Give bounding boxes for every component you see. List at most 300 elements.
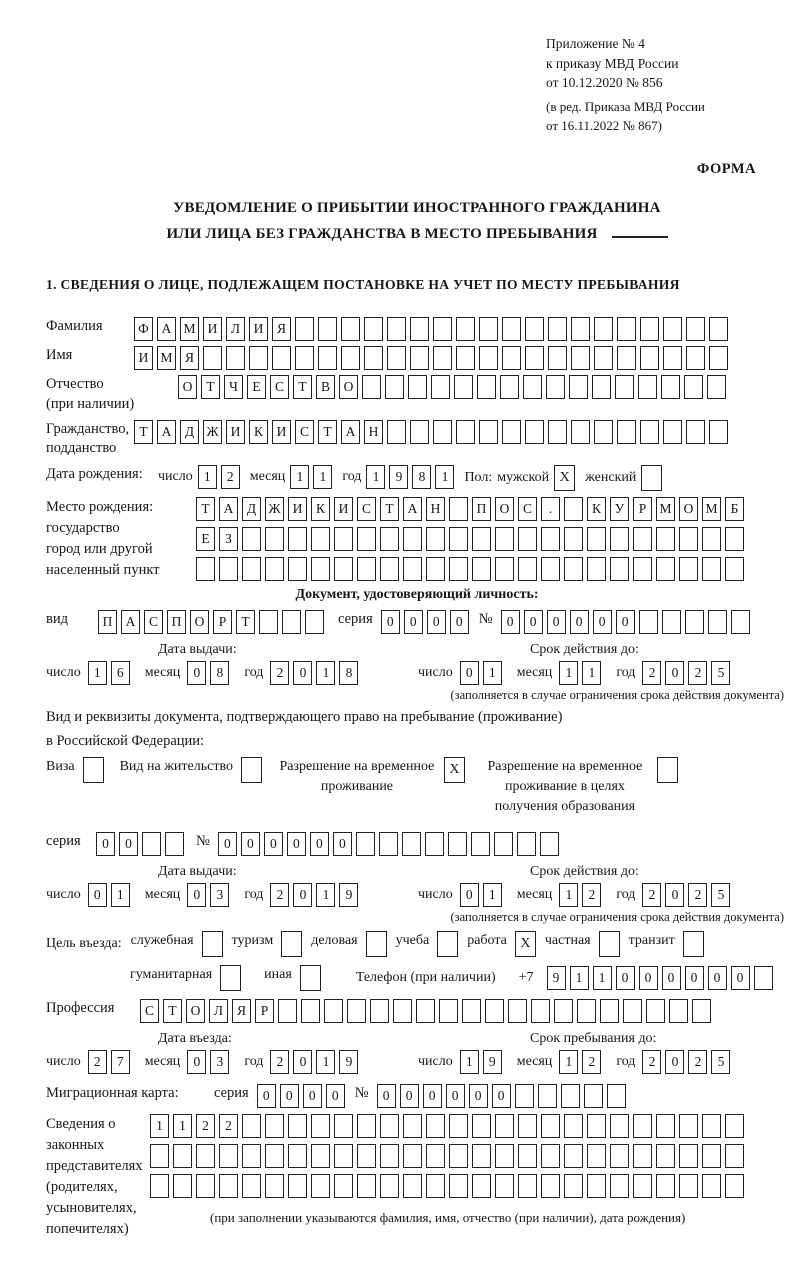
identity-doc-header: Документ, удостоверяющий личность: (295, 586, 539, 602)
form-cell (278, 999, 297, 1023)
form-cell (656, 527, 675, 551)
form-cell: 2 (270, 661, 289, 685)
form-cell: 0 (187, 883, 206, 907)
tourism-checkbox (281, 931, 302, 957)
form-cell (226, 346, 245, 370)
form-cell: И (272, 420, 291, 444)
form-cell (456, 346, 475, 370)
form-cell: 1 (582, 661, 601, 685)
form-cell (485, 999, 504, 1023)
issue-date-header: Дата выдачи: (158, 641, 237, 657)
form-cell (439, 999, 458, 1023)
form-cell: 2 (688, 1050, 707, 1074)
form-cell (709, 317, 728, 341)
guardians-row (46, 1114, 788, 1240)
transit-checkbox (683, 931, 704, 957)
issue-day-cells (88, 661, 130, 685)
form-cell (495, 1114, 514, 1138)
form-cell (587, 527, 606, 551)
form-cell: 0 (665, 661, 684, 685)
form-cell: Т (293, 375, 312, 399)
form-cell (456, 317, 475, 341)
form-cell (288, 1114, 307, 1138)
form-cell: 5 (711, 1050, 730, 1074)
form-cell (318, 317, 337, 341)
form-cell (449, 557, 468, 581)
form-cell (241, 757, 262, 783)
form-cell: Т (201, 375, 220, 399)
form-cell (610, 527, 629, 551)
identity-doc-row (46, 610, 788, 634)
form-cell (502, 317, 521, 341)
form-cell: 0 (460, 883, 479, 907)
form-cell (334, 1174, 353, 1198)
form-cell (540, 832, 559, 856)
form-cell (584, 1084, 603, 1108)
entry-date-header: Дата въезда: (158, 1030, 232, 1046)
migration-card-label: Миграционная карта: (46, 1084, 179, 1101)
purpose-row1 (46, 931, 788, 957)
form-cell (311, 1174, 330, 1198)
form-cell (541, 557, 560, 581)
form-cell: 2 (270, 883, 289, 907)
form-cell (402, 832, 421, 856)
form-cell: Д (242, 497, 261, 521)
form-cell (357, 1174, 376, 1198)
month-label: месяц (516, 886, 553, 902)
business-checkbox (366, 931, 387, 957)
form-cell (173, 1144, 192, 1168)
form-cell: 0 (665, 883, 684, 907)
other-checkbox (300, 965, 321, 991)
form-cell (318, 346, 337, 370)
form-cell: С (357, 497, 376, 521)
form-cell (362, 375, 381, 399)
stay-until-col (418, 1031, 730, 1074)
form-cell (142, 832, 161, 856)
form-cell (686, 346, 705, 370)
option-temp-residence (278, 757, 465, 798)
form-cell: А (341, 420, 360, 444)
residence-expiry-month-cells (559, 883, 601, 907)
form-cell: 1 (483, 883, 502, 907)
guardians-row1-cells (150, 1114, 744, 1138)
form-cell (587, 1144, 606, 1168)
form-cell (548, 317, 567, 341)
form-cell: К (249, 420, 268, 444)
form-cell: 3 (210, 883, 229, 907)
form-cell (538, 1084, 557, 1108)
form-cell (472, 557, 491, 581)
form-cell (495, 1174, 514, 1198)
form-cell (495, 557, 514, 581)
form-cell: 0 (96, 832, 115, 856)
sex-male-group (464, 465, 575, 491)
form-cell: 0 (616, 610, 635, 634)
form-cell (471, 832, 490, 856)
form-cell: 1 (313, 465, 332, 489)
form-cell (173, 1174, 192, 1198)
temp-residence-education-checkbox (657, 757, 678, 783)
birth-month-group (250, 465, 333, 489)
form-cell (379, 832, 398, 856)
form-cell (617, 317, 636, 341)
form-cell: . (541, 497, 560, 521)
form-cell (518, 557, 537, 581)
form-cell: 2 (221, 465, 240, 489)
appendix-line: к приказу МВД России (546, 55, 679, 71)
form-cell: 1 (435, 465, 454, 489)
surname-label: Фамилия (46, 318, 103, 335)
form-cell: А (157, 420, 176, 444)
guardians-labels: Сведения о законных представителях (родителях, усыновителях, попечителях) (46, 1115, 143, 1237)
birth-year-cells (366, 465, 454, 489)
form-cell: К (311, 497, 330, 521)
form-cell: 0 (460, 661, 479, 685)
form-cell (531, 999, 550, 1023)
form-cell: X (554, 465, 575, 491)
form-cell (518, 1114, 537, 1138)
form-cell: Б (725, 497, 744, 521)
form-cell (433, 346, 452, 370)
stay-until-header: Срок пребывания до: (530, 1030, 657, 1046)
form-cell (448, 832, 467, 856)
form-cell (623, 999, 642, 1023)
form-cell (472, 1114, 491, 1138)
form-cell: М (656, 497, 675, 521)
form-cell (571, 346, 590, 370)
residence-issue-month-cells (187, 883, 229, 907)
form-cell (571, 317, 590, 341)
day-label: число (418, 664, 453, 680)
form-cell: 0 (333, 832, 352, 856)
form-cell (426, 527, 445, 551)
form-cell (449, 1174, 468, 1198)
form-cell: 0 (381, 610, 400, 634)
expiry-date-header: Срок действия до: (530, 863, 639, 879)
year-label: год (244, 886, 264, 902)
form-cell: 0 (400, 1084, 419, 1108)
form-cell (472, 1174, 491, 1198)
month-label: месяц (144, 886, 181, 902)
form-cell: 3 (210, 1050, 229, 1074)
form-cell (282, 610, 301, 634)
form-cell: П (472, 497, 491, 521)
day-label: число (46, 886, 81, 902)
form-cell (564, 1114, 583, 1138)
purpose-humanitarian: гуманитарная (130, 965, 241, 991)
form-cell (242, 1114, 261, 1138)
temp-residence-label: Разрешение на временное проживание (279, 758, 435, 794)
form-cell: В (316, 375, 335, 399)
form-cell (569, 375, 588, 399)
temp-residence-checkbox (444, 757, 465, 783)
form-cell (599, 931, 620, 957)
form-cell: 0 (293, 1050, 312, 1074)
form-cell (577, 999, 596, 1023)
form-cell: 1 (593, 966, 612, 990)
form-cell (380, 1174, 399, 1198)
form-cell (259, 610, 278, 634)
doc-number-label: № (478, 610, 493, 627)
form-cell (364, 346, 383, 370)
residence-series-label: серия (46, 832, 81, 849)
form-cell (731, 610, 750, 634)
entry-date-col (46, 1031, 418, 1074)
form-cell (587, 1174, 606, 1198)
form-cell: И (203, 317, 222, 341)
form-cell: С (518, 497, 537, 521)
form-cell (617, 420, 636, 444)
purpose-private: частная (545, 931, 620, 957)
profession-cells (140, 999, 711, 1023)
study-checkbox (437, 931, 458, 957)
form-cell: 0 (280, 1084, 299, 1108)
form-cell (656, 1144, 675, 1168)
form-cell (265, 1174, 284, 1198)
form-cell: О (178, 375, 197, 399)
form-cell (281, 931, 302, 957)
form-cell: Р (213, 610, 232, 634)
phone-prefix: +7 (518, 969, 534, 985)
form-cell (387, 420, 406, 444)
form-cell: Ч (224, 375, 243, 399)
form-cell (633, 1174, 652, 1198)
form-title-line1: УВЕДОМЛЕНИЕ О ПРИБЫТИИ ИНОСТРАННОГО ГРАЖДАНИНА (173, 200, 661, 217)
form-cell (502, 346, 521, 370)
form-cell (426, 1114, 445, 1138)
form-cell: Л (209, 999, 228, 1023)
form-cell (633, 1114, 652, 1138)
doc-series-label: серия (338, 610, 373, 627)
form-cell (410, 420, 429, 444)
birth-date-row (46, 465, 788, 491)
form-cell: П (98, 610, 117, 634)
birth-place-row3-cells (196, 557, 744, 581)
form-cell (449, 527, 468, 551)
guardians-row3-cells (150, 1174, 744, 1198)
purpose-transit: транзит (629, 931, 704, 957)
form-cell: Е (196, 527, 215, 551)
purpose-work: работа X (467, 931, 536, 957)
birth-year-group (342, 465, 454, 489)
form-cell: 0 (450, 610, 469, 634)
profession-row (46, 999, 788, 1023)
form-cell: 0 (423, 1084, 442, 1108)
form-cell (610, 1144, 629, 1168)
form-cell: 2 (582, 1050, 601, 1074)
form-cell: 2 (270, 1050, 289, 1074)
form-cell: Т (236, 610, 255, 634)
issue-date-header: Дата выдачи: (158, 863, 237, 879)
form-cell (663, 317, 682, 341)
expiry-date-header: Срок действия до: (530, 641, 639, 657)
form-cell: 0 (616, 966, 635, 990)
form-cell (288, 1174, 307, 1198)
form-cell (702, 527, 721, 551)
form-cell (541, 1144, 560, 1168)
form-cell (725, 527, 744, 551)
form-cell (679, 1144, 698, 1168)
form-cell (196, 1144, 215, 1168)
residence-issue-day-cells (88, 883, 130, 907)
doc-series-cells (381, 610, 469, 634)
mc-series-cells (257, 1084, 345, 1108)
form-cell: О (495, 497, 514, 521)
form-cell (561, 1084, 580, 1108)
form-cell (426, 1174, 445, 1198)
form-cell: 0 (524, 610, 543, 634)
form-cell: 1 (483, 661, 502, 685)
form-cell (334, 527, 353, 551)
female-checkbox (641, 465, 662, 491)
entry-stay-dates (46, 1031, 788, 1074)
form-cell (380, 527, 399, 551)
residence-permit-label: Вид на жительство (119, 758, 233, 774)
official-checkbox (202, 931, 223, 957)
form-cell: 0 (293, 661, 312, 685)
form-cell: X (444, 757, 465, 783)
form-cell (477, 375, 496, 399)
form-cell (725, 1174, 744, 1198)
humanitarian-checkbox (220, 965, 241, 991)
form-cell: Р (255, 999, 274, 1023)
form-cell (541, 1174, 560, 1198)
form-cell: 0 (187, 661, 206, 685)
form-cell (265, 1114, 284, 1138)
form-cell: Т (163, 999, 182, 1023)
mc-number-label: № (354, 1084, 369, 1101)
form-cell (403, 1174, 422, 1198)
form-cell: 0 (547, 610, 566, 634)
form-cell (641, 465, 662, 491)
form-cell: 2 (688, 661, 707, 685)
form-cell (679, 1114, 698, 1138)
form-cell: М (157, 346, 176, 370)
form-cell (83, 757, 104, 783)
form-cell: М (180, 317, 199, 341)
form-cell (364, 317, 383, 341)
form-cell (196, 557, 215, 581)
form-cell: 2 (642, 1050, 661, 1074)
form-cell (288, 527, 307, 551)
form-cell (150, 1144, 169, 1168)
form-cell: 1 (570, 966, 589, 990)
stay-year-cells (642, 1050, 730, 1074)
form-cell: 0 (218, 832, 237, 856)
form-cell (242, 527, 261, 551)
form-cell (594, 420, 613, 444)
form-cell: 0 (685, 966, 704, 990)
form-cell (525, 317, 544, 341)
stay-until-group (418, 1050, 730, 1074)
patronymic-label: Отчество (при наличии) (46, 376, 135, 412)
form-cell (305, 610, 324, 634)
form-cell: А (121, 610, 140, 634)
form-cell (403, 557, 422, 581)
residence-expiry-col (418, 864, 730, 907)
form-cell (662, 610, 681, 634)
form-cell (334, 1114, 353, 1138)
temp-residence-education-label: Разрешение на временное проживание в целях получения образования (487, 758, 643, 815)
form-cell: 0 (404, 610, 423, 634)
form-cell (403, 1144, 422, 1168)
form-cell: Я (232, 999, 251, 1023)
residence-intro-line2: в Российской Федерации: (46, 732, 205, 749)
birth-place-labels: Место рождения: государство город или другой населенный пункт (46, 498, 160, 578)
form-cell (495, 1144, 514, 1168)
form-cell (500, 375, 519, 399)
form-cell (656, 1114, 675, 1138)
form-cell (633, 527, 652, 551)
form-cell: С (140, 999, 159, 1023)
male-label: мужской (497, 469, 550, 485)
form-cell (357, 527, 376, 551)
month-label: месяц (144, 1053, 181, 1069)
form-cell: 0 (492, 1084, 511, 1108)
sex-label: Пол: (464, 469, 493, 485)
citizenship-cells (134, 420, 728, 444)
form-cell (515, 1084, 534, 1108)
form-cell (416, 999, 435, 1023)
phone-cells (547, 966, 773, 990)
birth-place-row (46, 497, 788, 581)
purpose-tourism: туризм (232, 931, 303, 957)
expiry-month-cells (559, 661, 601, 685)
stay-month-cells (559, 1050, 601, 1074)
form-cell: 0 (119, 832, 138, 856)
guardians-cells (150, 1114, 744, 1226)
form-cell (380, 1114, 399, 1138)
form-cell (587, 1114, 606, 1138)
doc-number-cells (501, 610, 750, 634)
form-cell (564, 497, 583, 521)
form-cell (387, 346, 406, 370)
citizenship-row (46, 420, 788, 459)
form-cell: 0 (257, 1084, 276, 1108)
form-cell (265, 557, 284, 581)
form-cell: Ж (203, 420, 222, 444)
month-label: месяц (516, 1053, 553, 1069)
year-label: год (244, 1053, 264, 1069)
form-cell (548, 346, 567, 370)
patronymic-row (46, 375, 788, 414)
form-cell: 1 (88, 661, 107, 685)
month-label: месяц (144, 664, 181, 680)
form-cell (300, 965, 321, 991)
year-label: год (244, 664, 264, 680)
expiry-note: (заполняется в случае ограничения срока действия документа) (450, 687, 784, 702)
appendix-line: Приложение № 4 (546, 36, 645, 51)
purpose-row2 (46, 965, 788, 991)
form-cell (203, 346, 222, 370)
stay-day-cells (460, 1050, 502, 1074)
form-cell: 1 (111, 883, 130, 907)
residence-expiry-note: (заполняется в случае ограничения срока действия документа) (450, 909, 784, 924)
form-cell: И (334, 497, 353, 521)
form-cell (656, 1174, 675, 1198)
surname-cells (134, 317, 728, 341)
form-cell: 2 (688, 883, 707, 907)
birth-place-row2-cells (196, 527, 744, 551)
female-label: женский (585, 469, 637, 485)
entry-day-cells (88, 1050, 130, 1074)
form-cell (564, 527, 583, 551)
birth-date-label: Дата рождения: (46, 465, 143, 482)
form-cell: 2 (219, 1114, 238, 1138)
form-cell (594, 317, 613, 341)
residence-dates (46, 864, 788, 907)
